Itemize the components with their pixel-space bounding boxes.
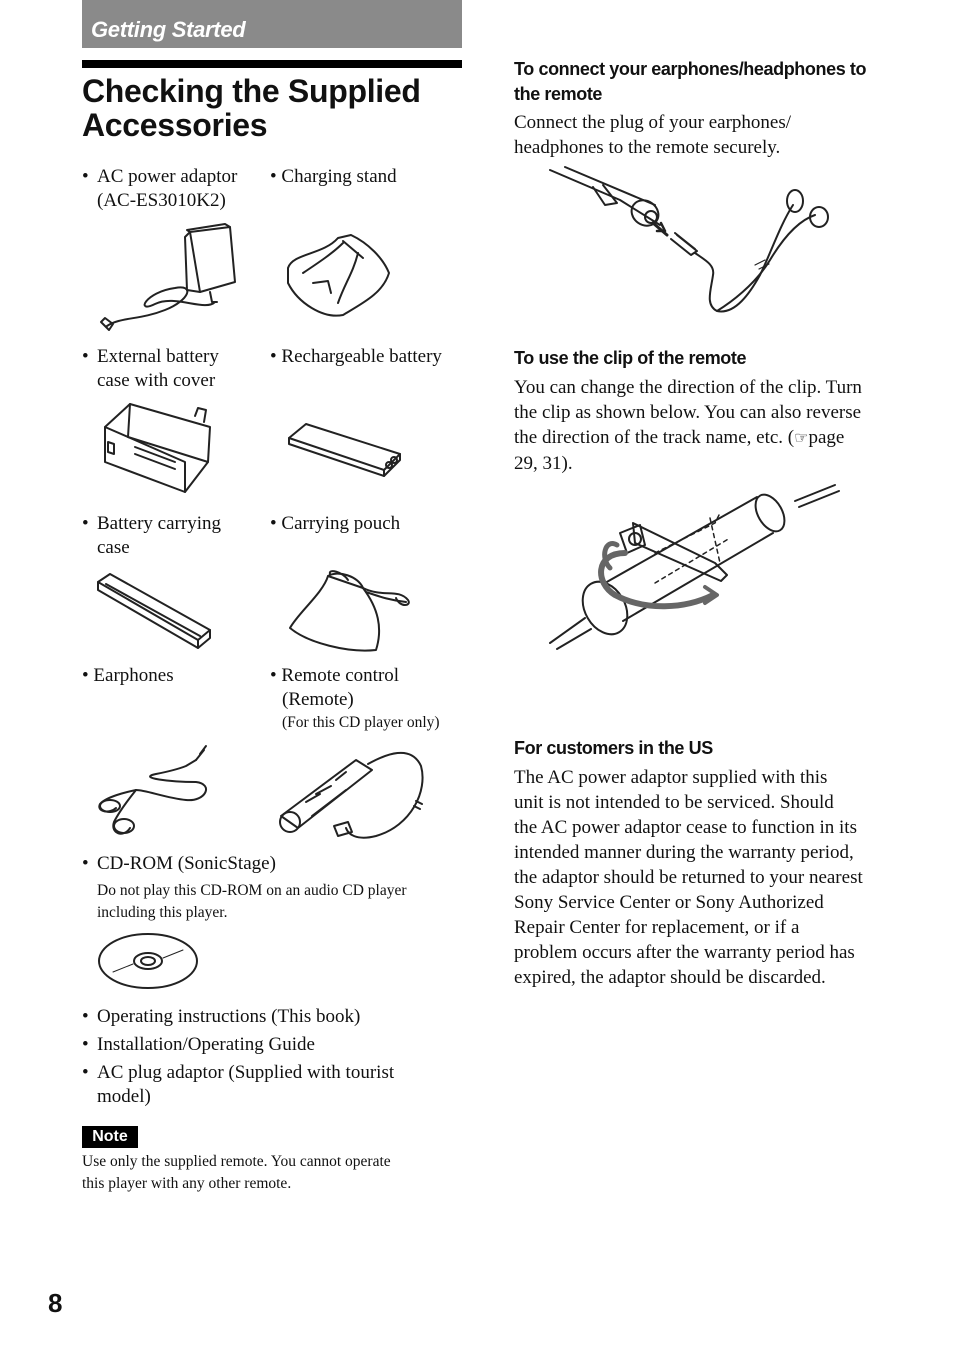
item-remote-label-2: (Remote) <box>282 689 354 710</box>
connect-heading-line-1: To connect your earphones/headphones to <box>514 59 867 79</box>
bullet: • <box>82 166 89 187</box>
item-ac-adaptor-model: (AC-ES3010K2) <box>97 190 226 211</box>
bullet: • <box>82 513 89 534</box>
item-ac-plug-adaptor-label-1: AC plug adaptor (Supplied with tourist <box>97 1062 395 1083</box>
item-battery-carrying-case <box>82 512 267 560</box>
item-remote-control <box>270 664 460 734</box>
item-cdrom-note-2: including this player. <box>97 904 228 921</box>
item-battery-carrying-case-label-1: Battery carrying <box>97 513 221 534</box>
carrying-case-icon <box>96 572 214 650</box>
connect-heading <box>514 57 914 107</box>
item-operating-instructions <box>82 1005 467 1029</box>
us-text-line: The AC power adaptor supplied with this <box>514 767 828 788</box>
item-rechargeable-battery: • Rechargeable battery <box>270 346 442 367</box>
item-earphones: • Earphones <box>82 665 174 686</box>
connect-earphones-icon <box>545 165 835 315</box>
clip-text-page-word: page <box>808 427 845 448</box>
item-remote-label-1: • Remote control <box>270 665 400 686</box>
item-installation-guide <box>82 1033 467 1057</box>
us-text-line: the adaptor should be returned to your nearest <box>514 867 863 888</box>
item-external-battery-label-1: External battery <box>97 346 219 367</box>
battery-case-icon <box>100 402 220 497</box>
remote-icon <box>276 746 426 840</box>
item-ac-adaptor-label: AC power adaptor <box>97 166 238 187</box>
item-external-battery <box>82 345 267 393</box>
item-remote-note: (For this CD player only) <box>282 714 440 731</box>
bullet: • <box>82 1006 89 1027</box>
section-label: Getting Started <box>91 17 246 42</box>
us-text-line: intended manner during the warranty period, <box>514 842 854 863</box>
item-battery-carrying-case-label-2: case <box>97 537 130 558</box>
ac-adaptor-icon <box>95 222 245 334</box>
section-header-bar <box>82 0 462 48</box>
us-text-line: Repair Center for replacement, or if a <box>514 917 800 938</box>
pointing-hand-icon: ☞ <box>794 430 809 447</box>
bullet: • <box>82 1034 89 1055</box>
clip-text-line-2: the clip as shown below. You can also reverse <box>514 402 862 423</box>
us-text-line: expired, the adaptor should be discarded. <box>514 967 826 988</box>
clip-text-line-3-main: the direction of the track name, etc. ( <box>514 427 795 448</box>
note-text <box>82 1151 472 1195</box>
item-cdrom <box>82 852 467 924</box>
pouch-icon <box>288 568 420 656</box>
us-text-line: unit is not intended to be serviced. Should <box>514 792 834 813</box>
item-charging-stand: • Charging stand <box>270 166 397 187</box>
rechargeable-battery-icon <box>286 420 404 480</box>
note-badge: Note <box>82 1126 138 1148</box>
clip-text-line-1: You can change the direction of the clip. Turn <box>514 377 862 398</box>
page-number: 8 <box>48 1288 63 1318</box>
item-cdrom-label: CD-ROM (SonicStage) <box>97 853 276 874</box>
bullet: • <box>82 346 89 367</box>
charging-stand-icon <box>283 233 395 321</box>
clip-rotation-icon <box>545 483 840 655</box>
item-external-battery-label-2: case with cover <box>97 370 216 391</box>
connect-heading-line-2: the remote <box>514 84 603 104</box>
item-ac-plug-adaptor <box>82 1061 467 1109</box>
item-installation-guide-label: Installation/Operating Guide <box>97 1034 315 1055</box>
earphones-icon <box>96 742 214 840</box>
us-text-line: the AC power adaptor cease to function in its <box>514 817 857 838</box>
us-text-line: Sony Service Center or Sony Authorized <box>514 892 824 913</box>
note-text-line-1: Use only the supplied remote. You cannot operate <box>82 1153 391 1170</box>
us-text-line: problem occurs after the warranty period has <box>514 942 855 963</box>
item-ac-adaptor <box>82 165 267 213</box>
page-title-line-1: Checking the Supplied <box>82 73 421 109</box>
page-title-line-2: Accessories <box>82 107 268 143</box>
note-text-line-2: this player with any other remote. <box>82 1175 292 1192</box>
connect-text-line-2: headphones to the remote securely. <box>514 137 781 158</box>
connect-text <box>514 110 914 160</box>
page-title <box>82 74 472 142</box>
item-ac-plug-adaptor-label-2: model) <box>97 1086 151 1107</box>
item-operating-instructions-label: Operating instructions (This book) <box>97 1006 361 1027</box>
item-cdrom-note-1: Do not play this CD-ROM on an audio CD player <box>97 882 407 899</box>
us-text <box>514 765 914 990</box>
us-heading: For customers in the US <box>514 738 713 758</box>
clip-heading: To use the clip of the remote <box>514 348 747 368</box>
clip-text <box>514 375 914 476</box>
bullet: • <box>82 1062 89 1083</box>
clip-text-line-3 <box>514 425 914 451</box>
title-rule <box>82 60 462 68</box>
connect-text-line-1: Connect the plug of your earphones/ <box>514 112 792 133</box>
bullet: • <box>82 853 89 874</box>
clip-text-line-4: 29, 31). <box>514 453 573 474</box>
item-carrying-pouch: • Carrying pouch <box>270 513 401 534</box>
cdrom-icon <box>98 932 200 990</box>
